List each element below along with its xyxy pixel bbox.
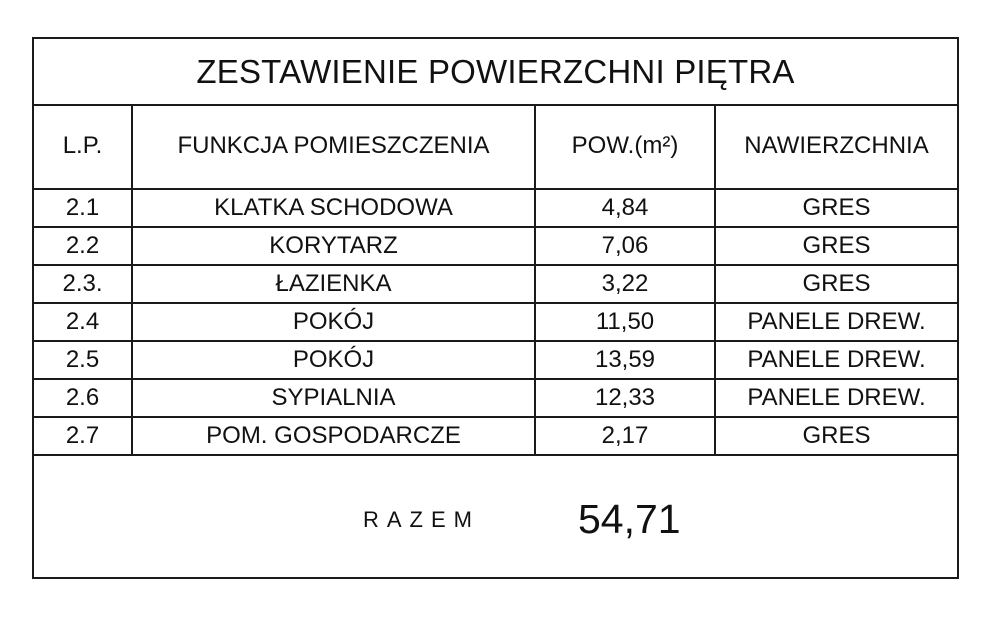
cell-function: POKÓJ — [132, 303, 535, 341]
cell-function: KLATKA SCHODOWA — [132, 189, 535, 227]
cell-lp: 2.2 — [34, 227, 132, 265]
cell-lp: 2.1 — [34, 189, 132, 227]
cell-function: KORYTARZ — [132, 227, 535, 265]
cell-function: SYPIALNIA — [132, 379, 535, 417]
cell-lp: 2.3. — [34, 265, 132, 303]
cell-surface: PANELE DREW. — [715, 379, 957, 417]
cell-surface: GRES — [715, 265, 957, 303]
cell-lp: 2.6 — [34, 379, 132, 417]
header-surface: NAWIERZCHNIA — [715, 104, 957, 189]
cell-area: 13,59 — [535, 341, 715, 379]
cell-area: 11,50 — [535, 303, 715, 341]
cell-surface: GRES — [715, 417, 957, 455]
area-summary-table — [32, 37, 959, 579]
table-title: ZESTAWIENIE POWIERZCHNI PIĘTRA — [34, 39, 957, 106]
table-row — [34, 227, 957, 265]
cell-function: ŁAZIENKA — [132, 265, 535, 303]
cell-lp: 2.7 — [34, 417, 132, 455]
cell-lp: 2.4 — [34, 303, 132, 341]
cell-function: POM. GOSPODARCZE — [132, 417, 535, 455]
cell-lp: 2.5 — [34, 341, 132, 379]
cell-surface: GRES — [715, 189, 957, 227]
table-row — [34, 189, 957, 227]
total-section — [34, 459, 957, 577]
cell-area: 3,22 — [535, 265, 715, 303]
cell-area: 4,84 — [535, 189, 715, 227]
cell-area: 12,33 — [535, 379, 715, 417]
cell-surface: GRES — [715, 227, 957, 265]
header-area: POW.(m²) — [535, 104, 715, 189]
header-row — [34, 104, 957, 189]
table-row — [34, 303, 957, 341]
table-row — [34, 265, 957, 303]
cell-surface: PANELE DREW. — [715, 341, 957, 379]
header-function: FUNKCJA POMIESZCZENIA — [132, 104, 535, 189]
cell-surface: PANELE DREW. — [715, 303, 957, 341]
total-label: RAZEM — [363, 507, 480, 532]
table-row — [34, 379, 957, 417]
table-row — [34, 341, 957, 379]
table-row — [34, 417, 957, 455]
cell-area: 7,06 — [535, 227, 715, 265]
rooms-table — [34, 104, 957, 456]
cell-function: POKÓJ — [132, 341, 535, 379]
total-value: 54,71 — [578, 496, 681, 542]
cell-area: 2,17 — [535, 417, 715, 455]
header-lp: L.P. — [34, 104, 132, 189]
